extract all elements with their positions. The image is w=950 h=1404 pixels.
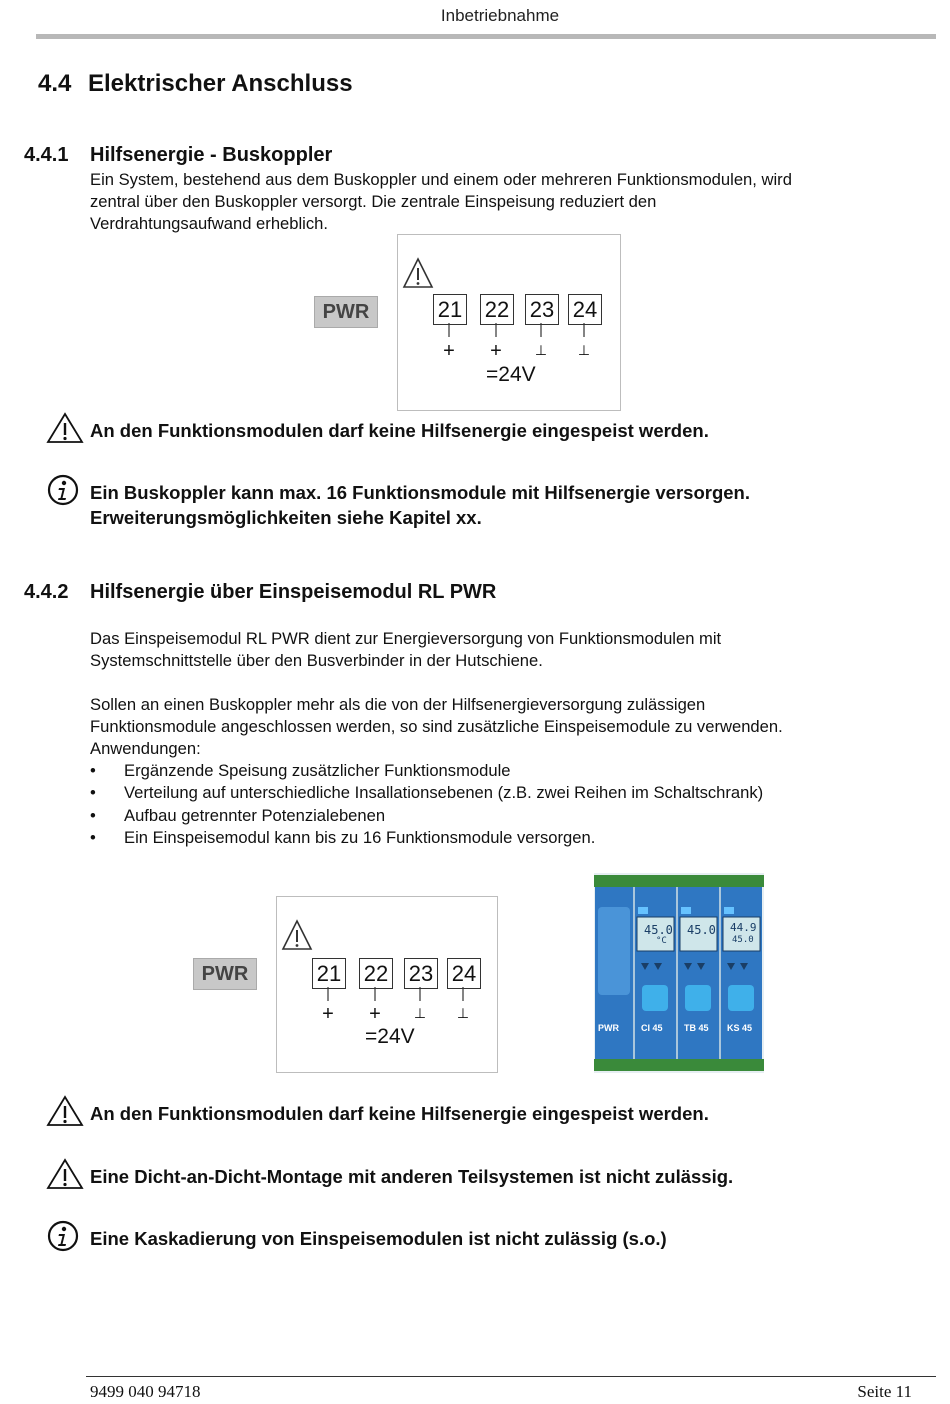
- symbol-plus: +: [490, 340, 502, 362]
- warning-icon: [46, 412, 84, 444]
- info-text: Eine Kaskadierung von Einspeisemodulen ist nicht zulässig (s.o.): [90, 1228, 667, 1249]
- symbol-ground: ⊥: [577, 342, 591, 358]
- device-illustration: [594, 873, 764, 1073]
- module-label-ci45: CI 45: [641, 1023, 663, 1033]
- terminal-23: 23: [525, 294, 559, 325]
- subsection-heading-2: [24, 581, 496, 604]
- display-value: 44.9: [730, 921, 757, 934]
- wiring-diagram-2: [276, 896, 498, 1073]
- symbol-plus: +: [322, 1003, 334, 1025]
- info-line: Erweiterungsmöglichkeiten siehe Kapitel xx.: [90, 507, 482, 528]
- warning-icon: [46, 1158, 84, 1190]
- subsection-number-2: 4.4.2: [24, 581, 69, 603]
- module-label-pwr: PWR: [598, 1023, 619, 1033]
- paragraph-line: Systemschnittstelle über den Busverbinder in der Hutschiene.: [90, 651, 543, 670]
- info-text: [90, 480, 750, 530]
- list-item: • Aufbau getrennter Potenzialebenen: [60, 805, 920, 827]
- paragraph-line: Anwendungen:: [90, 739, 201, 758]
- warning-text: An den Funktionsmodulen darf keine Hilfsenergie eingespeist werden.: [90, 1103, 709, 1124]
- info-notice: [46, 1226, 926, 1252]
- subsection-title-1: Hilfsenergie - Buskoppler: [90, 144, 333, 166]
- voltage-label: =24V: [486, 363, 536, 386]
- info-line: Ein Buskoppler kann max. 16 Funktionsmodule mit Hilfsenergie versorgen.: [90, 482, 750, 503]
- paragraph-line: Ein System, bestehend aus dem Buskoppler und einem oder mehreren Funktionsmodulen, wird: [90, 170, 792, 189]
- paragraph-line: Verdrahtungsaufwand erheblich.: [90, 214, 329, 233]
- section-heading: [38, 70, 353, 98]
- terminal-23: 23: [404, 958, 438, 989]
- footer-rule: [86, 1376, 936, 1377]
- wiring-diagram-1: [397, 234, 621, 411]
- section-number: 4.4: [38, 70, 72, 97]
- warning-text: An den Funktionsmodulen darf keine Hilfsenergie eingespeist werden.: [90, 420, 709, 441]
- terminal-24: 24: [447, 958, 481, 989]
- applications-list: [60, 760, 920, 849]
- subsection-number-1: 4.4.1: [24, 144, 69, 166]
- module-label-ks45: KS 45: [727, 1023, 753, 1033]
- list-item: • Ergänzende Speisung zusätzlicher Funktionsmodule: [60, 760, 920, 782]
- device-photo: [594, 873, 764, 1073]
- display-setpoint: 45.0: [732, 935, 754, 945]
- warning-icon: [46, 1095, 84, 1127]
- symbol-plus: +: [369, 1003, 381, 1025]
- terminal-24: 24: [568, 294, 602, 325]
- pwr-label: PWR: [314, 296, 378, 328]
- voltage-label: =24V: [365, 1025, 415, 1048]
- terminal-21: 21: [433, 294, 467, 325]
- list-item: • Ein Einspeisemodul kann bis zu 16 Funktionsmodule versorgen.: [60, 827, 920, 849]
- warning-icon: [402, 257, 434, 289]
- info-icon: [46, 1220, 84, 1252]
- symbol-plus: +: [443, 340, 455, 362]
- warning-notice: [46, 1164, 926, 1190]
- paragraph-line: Funktionsmodule angeschlossen werden, so sind zusätzliche Einspeisemodule zu verwenden.: [90, 717, 783, 736]
- header-rule: [36, 34, 936, 39]
- display-unit: °C: [656, 936, 667, 946]
- paragraph-line: Das Einspeisemodul RL PWR dient zur Energieversorgung von Funktionsmodulen mit: [90, 629, 722, 648]
- terminal-22: 22: [359, 958, 393, 989]
- symbol-ground: ⊥: [456, 1005, 470, 1021]
- terminal-leads: [277, 987, 497, 1007]
- paragraph-line: Sollen an einen Buskoppler mehr als die von der Hilfsenergieversorgung zulässigen: [90, 695, 706, 714]
- warning-notice: [46, 418, 926, 444]
- symbol-ground: ⊥: [534, 342, 548, 358]
- terminal-21: 21: [312, 958, 346, 989]
- subsection-heading-1: [24, 144, 332, 167]
- sub1-paragraph: [90, 169, 920, 235]
- warning-text: Eine Dicht-an-Dicht-Montage mit anderen Teilsystemen ist nicht zulässig.: [90, 1166, 734, 1187]
- section-title: Elektrischer Anschluss: [88, 70, 353, 97]
- sub2-paragraph-1: [90, 628, 920, 672]
- sub2-paragraph-2: [90, 694, 920, 849]
- info-notice: [46, 480, 926, 530]
- pwr-label: PWR: [193, 958, 257, 990]
- warning-notice: [46, 1101, 926, 1127]
- display-value: 45.0: [687, 923, 716, 937]
- warning-icon: [281, 919, 313, 951]
- paragraph-line: zentral über den Buskoppler versorgt. Die zentrale Einspeisung reduziert den: [90, 192, 657, 211]
- module-label-tb45: TB 45: [684, 1023, 709, 1033]
- symbol-ground: ⊥: [413, 1005, 427, 1021]
- subsection-title-2: Hilfsenergie über Einspeisemodul RL PWR: [90, 581, 497, 603]
- page-header-title: Inbetriebnahme: [440, 6, 560, 25]
- info-icon: [46, 474, 84, 506]
- terminal-22: 22: [480, 294, 514, 325]
- page-number: Seite 11: [857, 1382, 912, 1401]
- terminal-leads: [398, 323, 620, 343]
- document-number: 9499 040 94718: [90, 1382, 201, 1401]
- list-item: • Verteilung auf unterschiedliche Insallationsebenen (z.B. zwei Reihen im Schaltschrank): [60, 782, 920, 804]
- display-value: 45.0: [644, 923, 673, 937]
